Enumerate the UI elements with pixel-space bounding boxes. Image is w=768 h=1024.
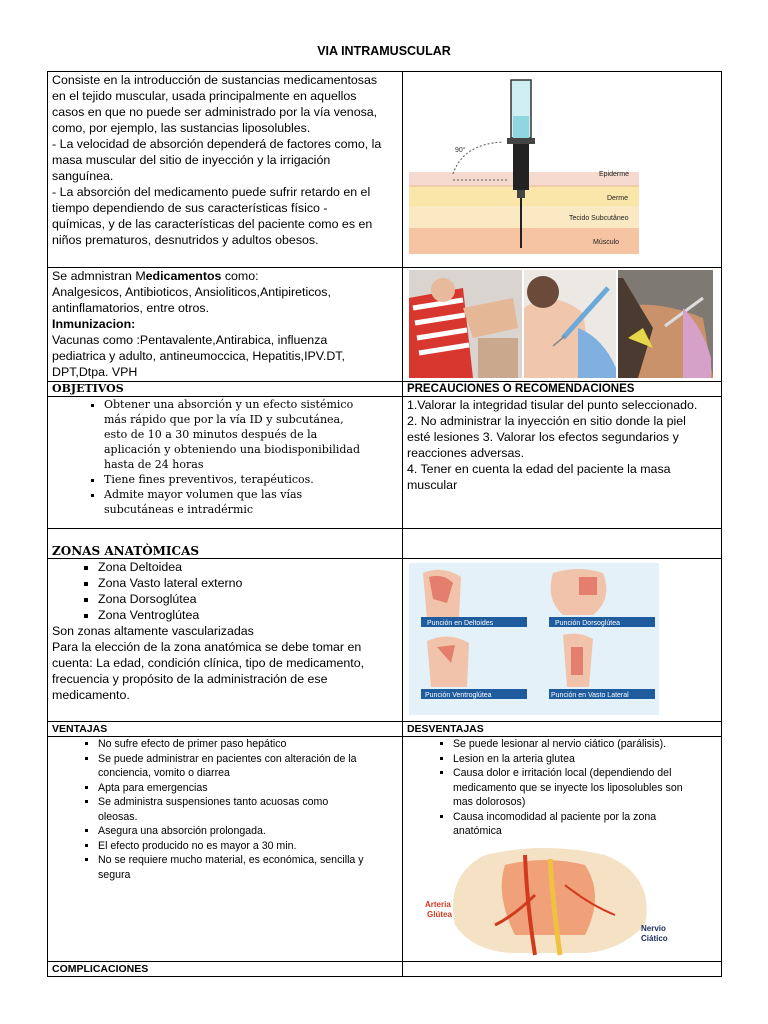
complicaciones-row bbox=[48, 962, 722, 977]
desventajas-cell bbox=[402, 737, 721, 962]
zona-item: ▪ Zona Ventroglútea bbox=[98, 607, 398, 623]
desventajas-list bbox=[407, 737, 717, 839]
zona-item: ▪ Zona Dorsoglútea bbox=[98, 591, 398, 607]
site-label: Punción Dorsoglútea bbox=[554, 620, 620, 627]
document-title: VIA INTRAMUSCULAR bbox=[317, 44, 451, 58]
objetivo-item bbox=[104, 397, 398, 472]
zonas-line: cuenta: La edad, condición clínica, tipo de medicamento, bbox=[52, 656, 365, 670]
layer-label: Epiderme bbox=[598, 171, 629, 178]
pelvis-nerve-figure bbox=[415, 845, 685, 957]
desventaja-line: medicamento que se inyecte los liposolubles son bbox=[452, 781, 683, 794]
objetivo-item bbox=[104, 472, 398, 487]
ventaja-line: ▪ Se puede administrar en pacientes con alteración de la bbox=[98, 752, 357, 765]
intro-line: químicas, y de las características del paciente como es en bbox=[52, 217, 373, 231]
objetivos-row bbox=[48, 397, 722, 529]
immun-heading: Inmunizacion: bbox=[52, 317, 136, 331]
objetivos-header: OBJETIVOS bbox=[48, 382, 403, 397]
complicaciones-header: COMPLICACIONES bbox=[48, 962, 403, 977]
objetivo-line: esto de 10 a 30 minutos después de la bbox=[104, 428, 318, 441]
zona-item: ▪ Zona Deltoidea bbox=[98, 559, 398, 575]
objetivo-line: ▪ Tiene fines preventivos, terapéuticos. bbox=[104, 473, 314, 486]
precaucion-line: 4. Tener en cuenta la edad del paciente la masa bbox=[406, 462, 671, 476]
intro-line: masa muscular del sitio de inyección y la irrigación bbox=[52, 153, 331, 167]
ventaja-item bbox=[98, 839, 398, 854]
desventaja-item bbox=[453, 752, 717, 767]
layer-label: Músculo bbox=[592, 239, 620, 246]
ventaja-line: ▪ Se administra suspensiones tanto acuosas como bbox=[98, 796, 329, 808]
desventaja-line: mas dolorosos) bbox=[452, 796, 526, 808]
precaucion-line: esté lesiones 3. Valorar los efectos segundarios y bbox=[406, 430, 679, 444]
objetivos-list-cell bbox=[48, 397, 403, 529]
injection-diagram bbox=[403, 72, 721, 262]
nerve-label: Nervio bbox=[640, 923, 666, 933]
ventajas-row bbox=[48, 737, 722, 962]
ventajas-header-row bbox=[48, 722, 722, 737]
meds-suffix: como: bbox=[221, 269, 259, 283]
ventaja-line: conciencia, vomito o diarrea bbox=[98, 767, 230, 779]
precaucion-line: reacciones adversas. bbox=[406, 446, 525, 460]
zonas-header-text: ZONAS ANATÒMICAS bbox=[52, 544, 200, 558]
artery-label: Glútea bbox=[426, 909, 452, 919]
zonas-header-empty bbox=[402, 529, 721, 559]
content-table bbox=[47, 71, 722, 977]
intro-line: Consiste en la introducción de sustancias medicamentosas bbox=[52, 73, 378, 87]
zonas-line: medicamento. bbox=[52, 688, 130, 702]
objetivo-line: más rápido que por la vía ID y subcutánea, bbox=[104, 413, 344, 426]
vaccination-photos bbox=[403, 268, 721, 380]
meds-row bbox=[48, 268, 722, 382]
injection-diagram-cell bbox=[402, 72, 721, 268]
meds-prefix: Se admnistran M bbox=[52, 269, 146, 283]
desventaja-line: ▪ Causa incomodidad al paciente por la zona bbox=[452, 810, 657, 823]
zonas-line: frecuencia y propósito de la administración de ese bbox=[52, 672, 328, 686]
immun-line: DPT,Dtpa. VPH bbox=[52, 365, 138, 379]
precaucion-line: 2. No administrar la inyección en sitio donde la piel bbox=[406, 414, 686, 428]
zonas-line: Son zonas altamente vascularizadas bbox=[52, 624, 254, 638]
meds-text bbox=[48, 268, 403, 382]
desventaja-line: anatómica bbox=[452, 825, 502, 837]
objetivo-item bbox=[104, 487, 398, 517]
meds-bold: edicamentos bbox=[145, 269, 222, 283]
ventaja-line: ▪ Asegura una absorción prolongada. bbox=[98, 825, 266, 837]
ventaja-item bbox=[98, 781, 398, 796]
zonas-figure-cell bbox=[402, 559, 721, 722]
ventajas-header: VENTAJAS bbox=[48, 722, 403, 737]
zonas-row bbox=[48, 559, 722, 722]
site-label: Punción en Vasto Lateral bbox=[550, 692, 629, 699]
intro-line: niños prematuros, desnutridos y adultos obesos. bbox=[52, 233, 319, 247]
intro-line: sanguínea. bbox=[52, 169, 114, 183]
desventaja-line: ▪ Se puede lesionar al nervio ciático (parálisis). bbox=[452, 738, 667, 750]
layer-label: Tecido Subcutâneo bbox=[568, 215, 629, 222]
ventaja-item bbox=[98, 737, 398, 752]
objetivo-line: aplicación y obteniendo una biodisponibilidad bbox=[104, 443, 361, 456]
injection-sites-figure bbox=[403, 559, 721, 719]
precauciones-header: PRECAUCIONES O RECOMENDACIONES bbox=[402, 382, 721, 397]
zonas-header bbox=[48, 529, 403, 559]
angle-label: 90° bbox=[454, 147, 466, 154]
ventajas-cell bbox=[48, 737, 403, 962]
meds-line: antinflamatorios, entre otros. bbox=[52, 301, 210, 315]
zonas-list bbox=[52, 559, 398, 623]
precaucion-line: muscular bbox=[406, 478, 458, 492]
ventaja-line: segura bbox=[98, 868, 131, 881]
layer-label: Derme bbox=[606, 195, 628, 202]
intro-row bbox=[48, 72, 722, 268]
desventaja-item bbox=[453, 737, 717, 752]
objetivo-line: subcutáneas e intradérmic bbox=[104, 503, 254, 516]
complicaciones-empty bbox=[402, 962, 721, 977]
objetivos-list bbox=[52, 397, 398, 517]
meds-line bbox=[52, 268, 398, 284]
ventaja-line: oleosas. bbox=[98, 810, 138, 823]
nerve-label: Ciático bbox=[640, 933, 668, 943]
desventaja-line: ▪ Causa dolor e irritación local (dependiendo del bbox=[452, 767, 672, 779]
objetivo-line: ▪ Admite mayor volumen que las vías bbox=[104, 488, 303, 501]
precauciones-cell bbox=[402, 397, 721, 529]
ventaja-line: ▪ No se requiere mucho material, es económica, sencilla y bbox=[98, 854, 364, 866]
intro-line: - La velocidad de absorción dependerá de factores como, la bbox=[52, 137, 382, 151]
ventaja-line: ▪ No sufre efecto de primer paso hepático bbox=[98, 738, 287, 750]
desventajas-header: DESVENTAJAS bbox=[402, 722, 721, 737]
ventaja-line: ▪ El efecto producido no es mayor a 30 min. bbox=[98, 839, 297, 852]
vaccination-photos-cell bbox=[402, 268, 721, 382]
intro-line: en el tejido muscular, usada principalmente en aquellos bbox=[52, 89, 357, 103]
site-label: Punción en Deltoides bbox=[426, 620, 494, 627]
zonas-line: Para la elección de la zona anatómica se debe tomar en bbox=[52, 640, 362, 654]
desventaja-line: ▪ Lesion en la arteria glutea bbox=[452, 752, 575, 765]
artery-label: Arteria bbox=[424, 899, 451, 909]
ventaja-item bbox=[98, 752, 398, 781]
ventaja-item bbox=[98, 795, 398, 824]
objetivo-line: hasta de 24 horas bbox=[104, 458, 204, 471]
desventaja-item bbox=[453, 810, 717, 839]
intro-text bbox=[48, 72, 403, 268]
immun-line: pediatrica y adulto, antineumoccica, Hepatitis,IPV.DT, bbox=[52, 349, 345, 363]
objetivo-line: ▪ Obtener una absorción y un efecto sistémico bbox=[104, 398, 354, 411]
meds-line: Analgesicos, Antibioticos, Ansioliticos,Antipireticos, bbox=[52, 285, 331, 299]
intro-line: - La absorción del medicamento puede sufrir retardo en el bbox=[52, 185, 371, 199]
intro-line: casos en que no puede ser administrado por la vía venosa, bbox=[52, 105, 378, 119]
ventaja-line: ▪ Apta para emergencias bbox=[98, 781, 208, 794]
ventaja-item bbox=[98, 824, 398, 839]
precaucion-line: 1.Valorar la integridad tisular del punto seleccionado. bbox=[406, 398, 698, 412]
immun-line: Vacunas como :Pentavalente,Antirabica, influenza bbox=[52, 333, 328, 347]
zonas-cell bbox=[48, 559, 403, 722]
zonas-header-row bbox=[48, 529, 722, 559]
objetivos-header-row bbox=[48, 382, 722, 397]
site-label: Punción Ventroglútea bbox=[424, 692, 492, 699]
intro-line: tiempo dependiendo de sus características físico - bbox=[52, 201, 328, 215]
zona-item: ▪ Zona Vasto lateral externo bbox=[98, 575, 398, 591]
ventajas-list bbox=[52, 737, 398, 882]
desventaja-item bbox=[453, 766, 717, 810]
ventaja-item bbox=[98, 853, 398, 882]
intro-line: como, por ejemplo, las sustancias liposolubles. bbox=[52, 121, 311, 135]
